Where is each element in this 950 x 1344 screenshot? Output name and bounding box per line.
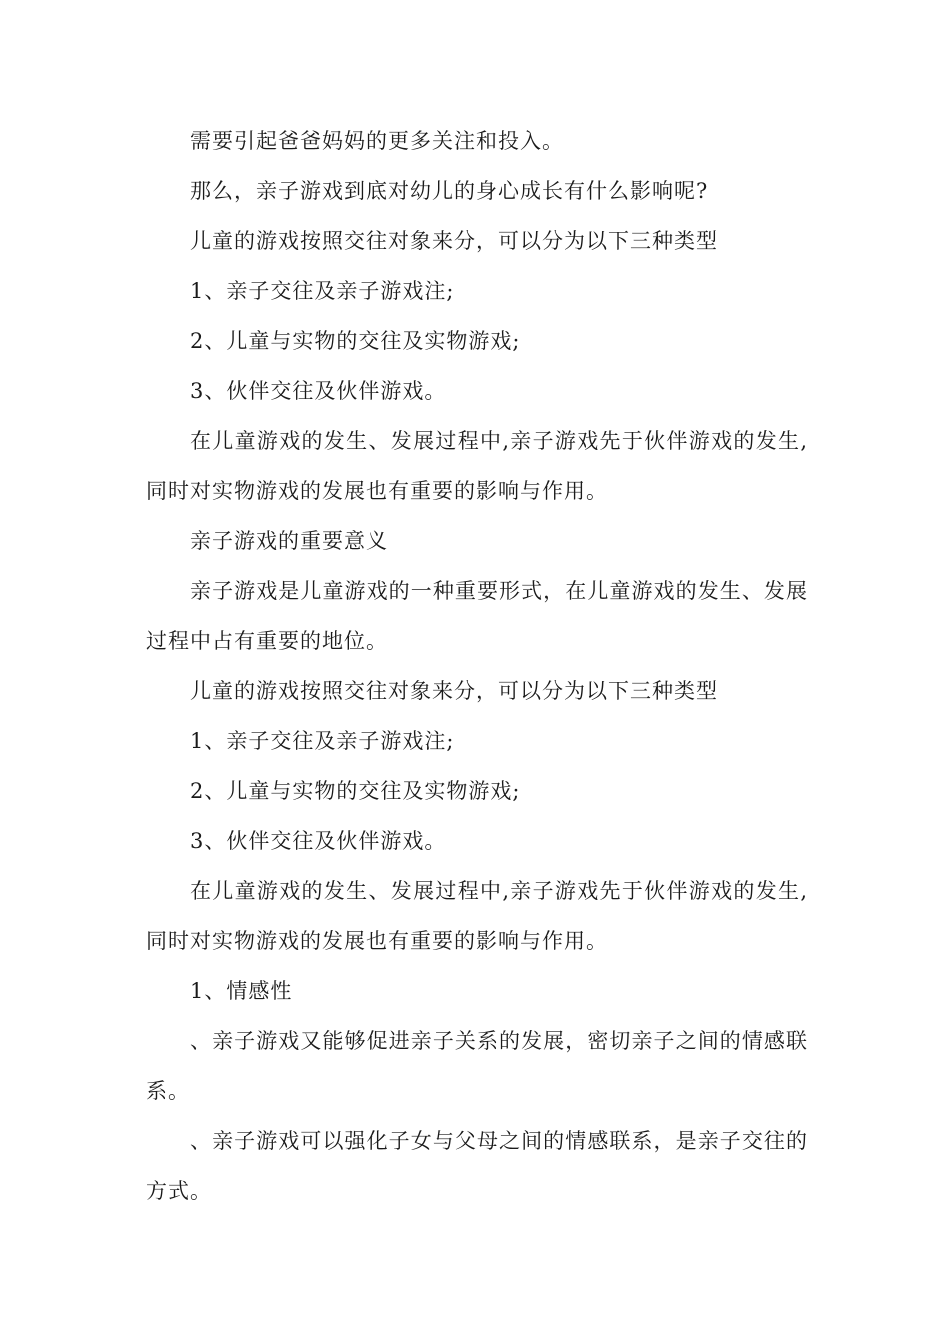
subsection-heading: 1、情感性 [190, 979, 293, 1003]
paragraph: 在儿童游戏的发生、发展过程中,亲子游戏先于伙伴游戏的发生,同时对实物游戏的发展也有重要的影响与作用。 [146, 429, 808, 503]
paragraph: 、亲子游戏又能够促进亲子关系的发展，密切亲子之间的情感联系。 [146, 1029, 808, 1103]
section-heading: 亲子游戏的重要意义 [190, 529, 388, 553]
paragraph: 亲子游戏是儿童游戏的一种重要形式，在儿童游戏的发生、发展过程中占有重要的地位。 [146, 579, 808, 653]
document-body [146, 116, 808, 1216]
paragraph: 儿童的游戏按照交往对象来分，可以分为以下三种类型 [190, 679, 718, 703]
paragraph: 儿童的游戏按照交往对象来分，可以分为以下三种类型 [190, 229, 718, 253]
paragraph: 在儿童游戏的发生、发展过程中,亲子游戏先于伙伴游戏的发生,同时对实物游戏的发展也有重要的影响与作用。 [146, 879, 808, 953]
paragraph: 、亲子游戏可以强化子女与父母之间的情感联系，是亲子交往的方式。 [146, 1129, 808, 1203]
list-item: 1、亲子交往及亲子游戏注; [190, 729, 455, 753]
paragraph: 那么，亲子游戏到底对幼儿的身心成长有什么影响呢? [190, 179, 709, 203]
list-item: 3、伙伴交往及伙伴游戏。 [190, 379, 447, 403]
paragraph: 需要引起爸爸妈妈的更多关注和投入。 [190, 129, 564, 153]
list-item: 1、亲子交往及亲子游戏注; [190, 279, 455, 303]
list-item: 2、儿童与实物的交往及实物游戏; [190, 329, 521, 353]
list-item: 2、儿童与实物的交往及实物游戏; [190, 779, 521, 803]
list-item: 3、伙伴交往及伙伴游戏。 [190, 829, 447, 853]
